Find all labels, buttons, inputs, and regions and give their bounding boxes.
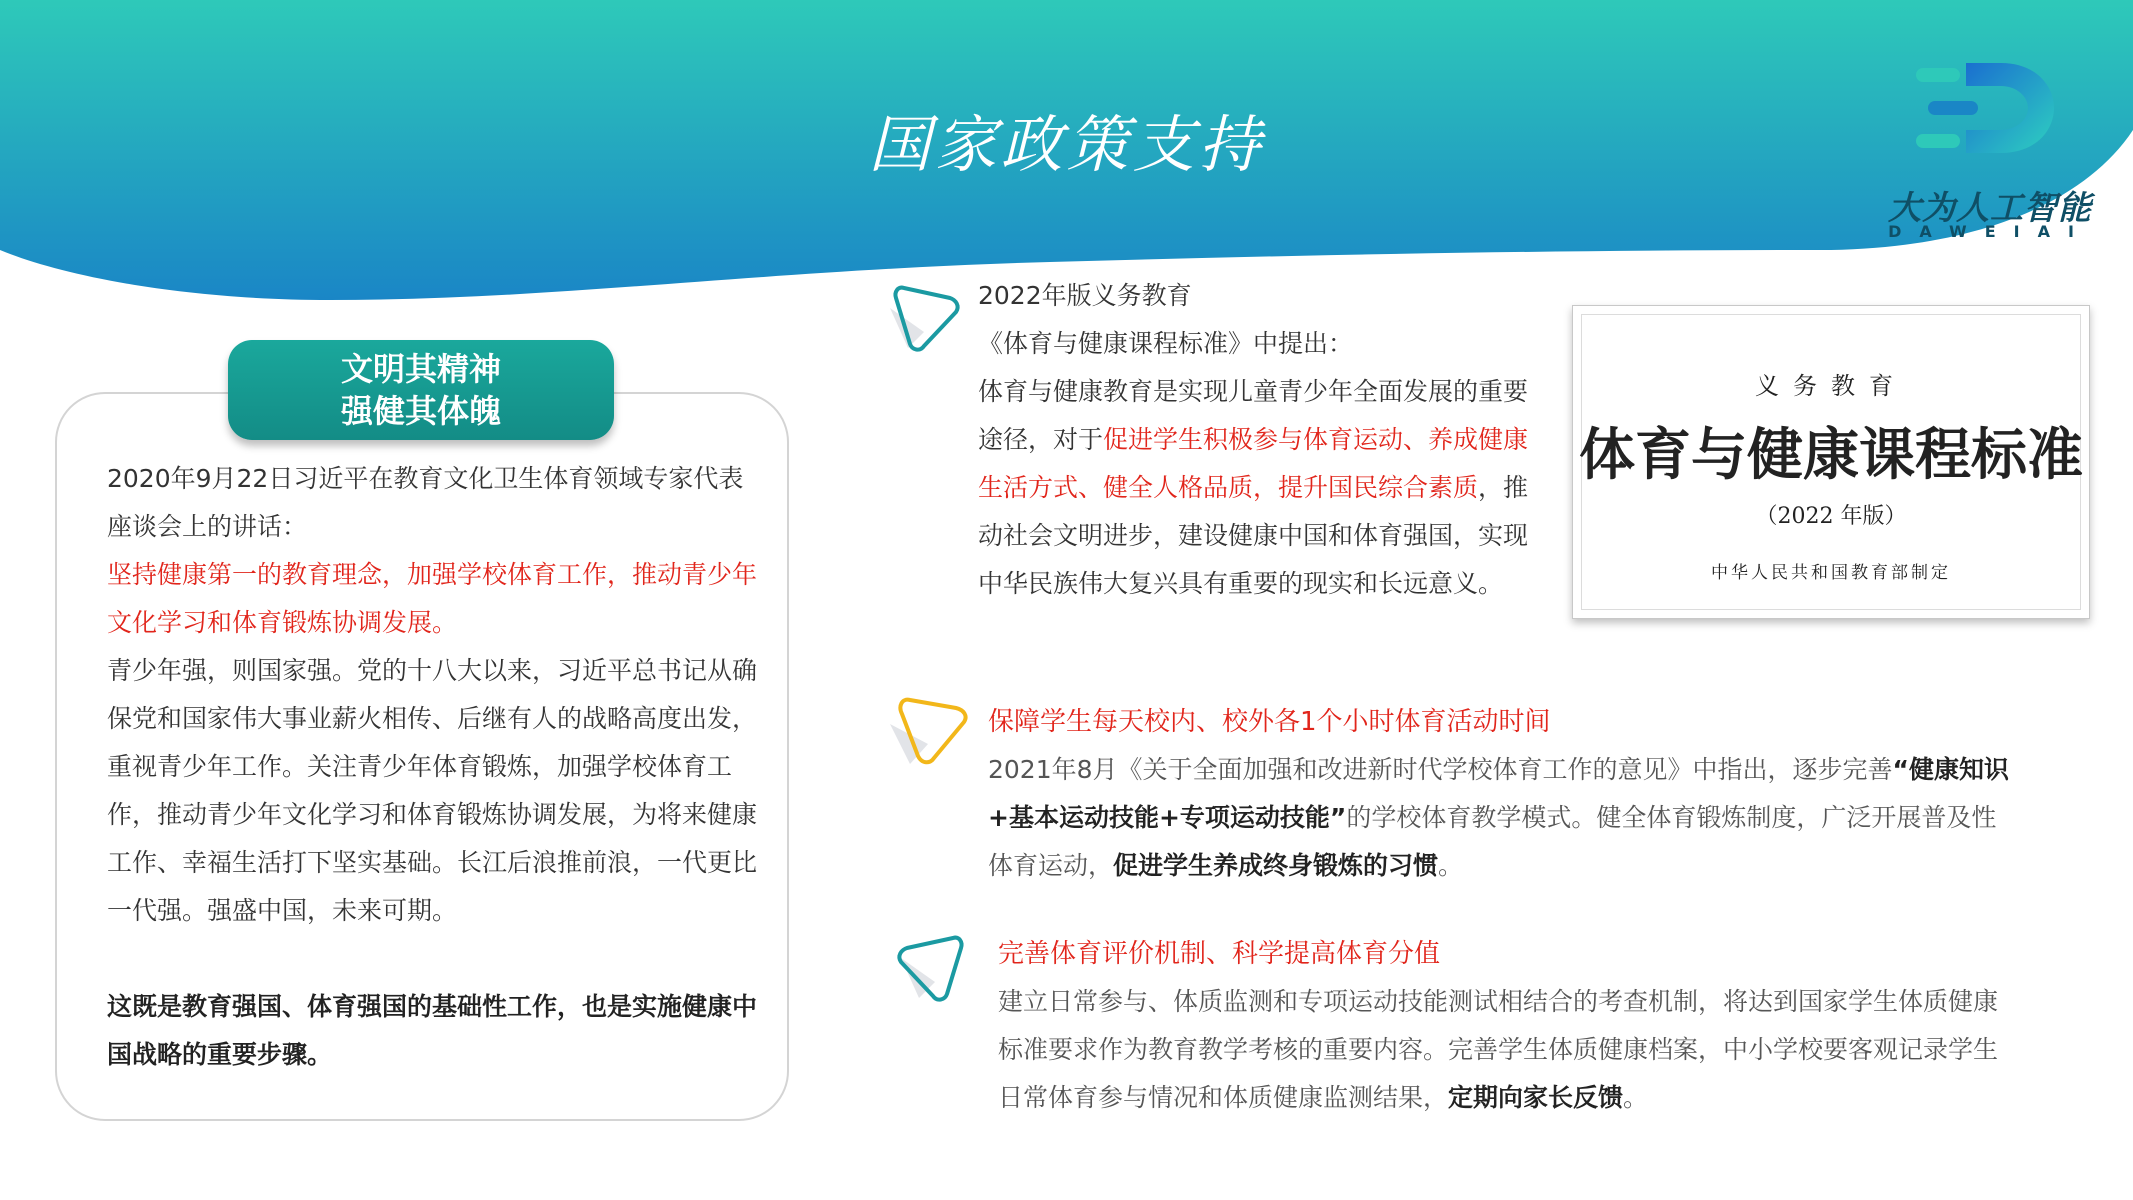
section-2-body: [988, 746, 2018, 890]
book-year: （2022 年版）: [1755, 504, 1907, 529]
badge-line-2: 强健其体魄: [340, 392, 501, 430]
section-2-title: 保障学生每天校内、校外各1个小时体育活动时间: [988, 707, 1551, 737]
curriculum-standard-cover: [1572, 305, 2090, 619]
section-1-body: [978, 368, 1544, 608]
section-2-text-bold-1: “健康知识+基本运动技能+专项运动技能”: [988, 755, 2009, 832]
section-2-text: [988, 698, 2018, 890]
section-2-text-b: 的学校体育教学模式。健全体育锻炼制度，广泛开展普及性体育运动，: [988, 803, 1997, 880]
card-highlight: 坚持健康第一的教育理念，加强学校体育工作，推动青少年文化学习和体育锻炼协调发展。: [107, 560, 758, 637]
card-intro: 2020年9月22日习近平在教育文化卫生体育领域专家代表座谈会上的讲话：: [107, 464, 744, 541]
triangle-bullet-icon: [893, 928, 973, 1008]
logo-chinese-text: 大为人工智能: [1888, 188, 2092, 227]
section-3-title: 完善体育评价机制、科学提高体育分值: [998, 939, 1441, 969]
section-3-text-b: 。: [1623, 1083, 1649, 1112]
section-2-text-bold-2: 促进学生养成终身锻炼的习惯: [1113, 851, 1439, 880]
triangle-bullet-icon: [882, 278, 962, 358]
section-1-text-b: ，推动社会文明进步，建设健康中国和体育强国，实现中华民族伟大复兴具有重要的现实和长远意义。: [978, 473, 1529, 598]
section-3-text-bold: 定期向家长反馈: [1448, 1083, 1624, 1112]
card-body: 青少年强，则国家强。党的十八大以来，习近平总书记从确保党和国家伟大事业薪火相传、后继有人的战略高度出发，重视青少年工作。关注青少年体育锻炼，加强学校体育工作，推动青少年文化学习和体育锻炼协调发展，为将来健康工作、幸福生活打下坚实基础。长江后浪推前浪，一代更比一代强。强盛中国，未来可期。: [107, 656, 758, 925]
section-1-line-1: 2022年版义务教育: [978, 281, 1192, 310]
section-3-text-a: 建立日常参与、体质监测和专项运动技能测试相结合的考查机制，将达到国家学生体质健康标准要求作为教育教学考核的重要内容。完善学生体质健康档案，中小学校要客观记录学生日常体育参与情况和体质健康监测结果，: [998, 987, 1999, 1112]
section-1-text-red: 促进学生积极参与体育运动、养成健康生活方式、健全人格品质，提升国民综合素质: [978, 425, 1529, 502]
logo-english-text: DAWEIAI: [1888, 222, 2092, 241]
book-publisher: 中华人民共和国教育部制定: [1711, 563, 1951, 583]
card-badge: [228, 340, 614, 440]
section-1-text-a: 体育与健康教育是实现儿童青少年全面发展的重要途径，对于: [978, 377, 1529, 454]
section-1-text: [978, 272, 1544, 608]
badge-line-1: 文明其精神: [340, 350, 501, 388]
card-conclusion: 这既是教育强国、体育强国的基础性工作，也是实施健康中国战略的重要步骤。: [107, 992, 758, 1069]
logo-d-icon: [1916, 58, 2056, 158]
book-subtitle: 义务教育: [1755, 372, 1907, 400]
book-title: 体育与健康课程标准: [1579, 422, 2083, 488]
page-title: 国家政策支持: [868, 108, 1265, 181]
quote-card-text: [107, 455, 757, 1079]
company-logo: [1880, 58, 2100, 248]
section-3-body: [998, 978, 2018, 1122]
section-2-text-c: 。: [1438, 851, 1464, 880]
section-1-line-2: 《体育与健康课程标准》中提出：: [978, 329, 1354, 358]
triangle-bullet-icon: [882, 692, 972, 772]
section-3-text: [998, 930, 2018, 1122]
section-2-text-a: 2021年8月《关于全面加强和改进新时代学校体育工作的意见》中指出，逐步完善: [988, 755, 1893, 784]
